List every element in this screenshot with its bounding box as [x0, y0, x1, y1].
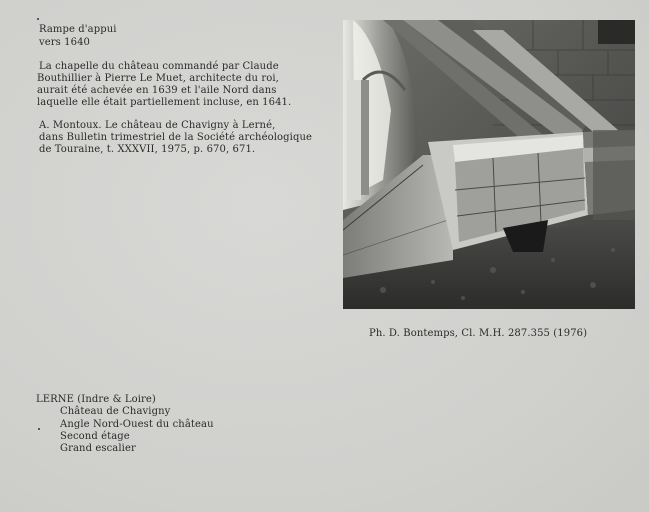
description-line: laquelle elle était partiellement incluse, en 1641.	[37, 97, 292, 108]
record-title: Rampe d'appui	[39, 24, 117, 35]
photo-credit: Ph. D. Bontemps, Cl. M.H. 287.355 (1976)	[369, 328, 588, 339]
bullet-mark	[37, 18, 39, 20]
location-commune: LERNE (Indre & Loire)	[36, 394, 156, 405]
location-detail: Château de Chavigny	[60, 406, 171, 417]
description-line: aurait été achevée en 1639 et l'aile Nord dans	[37, 85, 277, 96]
description-line: La chapelle du château commandé par Claude	[39, 61, 279, 72]
bullet-mark	[38, 428, 40, 430]
reference-line: de Touraine, t. XXXVII, 1975, p. 670, 671.	[39, 144, 256, 155]
record-date: vers 1640	[39, 37, 91, 48]
description-line: Bouthillier à Pierre Le Muet, architecte du roi,	[37, 73, 279, 84]
location-detail: Angle Nord-Ouest du château	[60, 419, 214, 430]
location-detail: Second étage	[60, 431, 130, 442]
reference-line: A. Montoux. Le château de Chavigny à Lerné,	[39, 120, 276, 131]
location-detail: Grand escalier	[60, 443, 136, 454]
staircase-photo	[343, 20, 635, 309]
reference-line: dans Bulletin trimestriel de la Société archéologique	[39, 132, 313, 143]
